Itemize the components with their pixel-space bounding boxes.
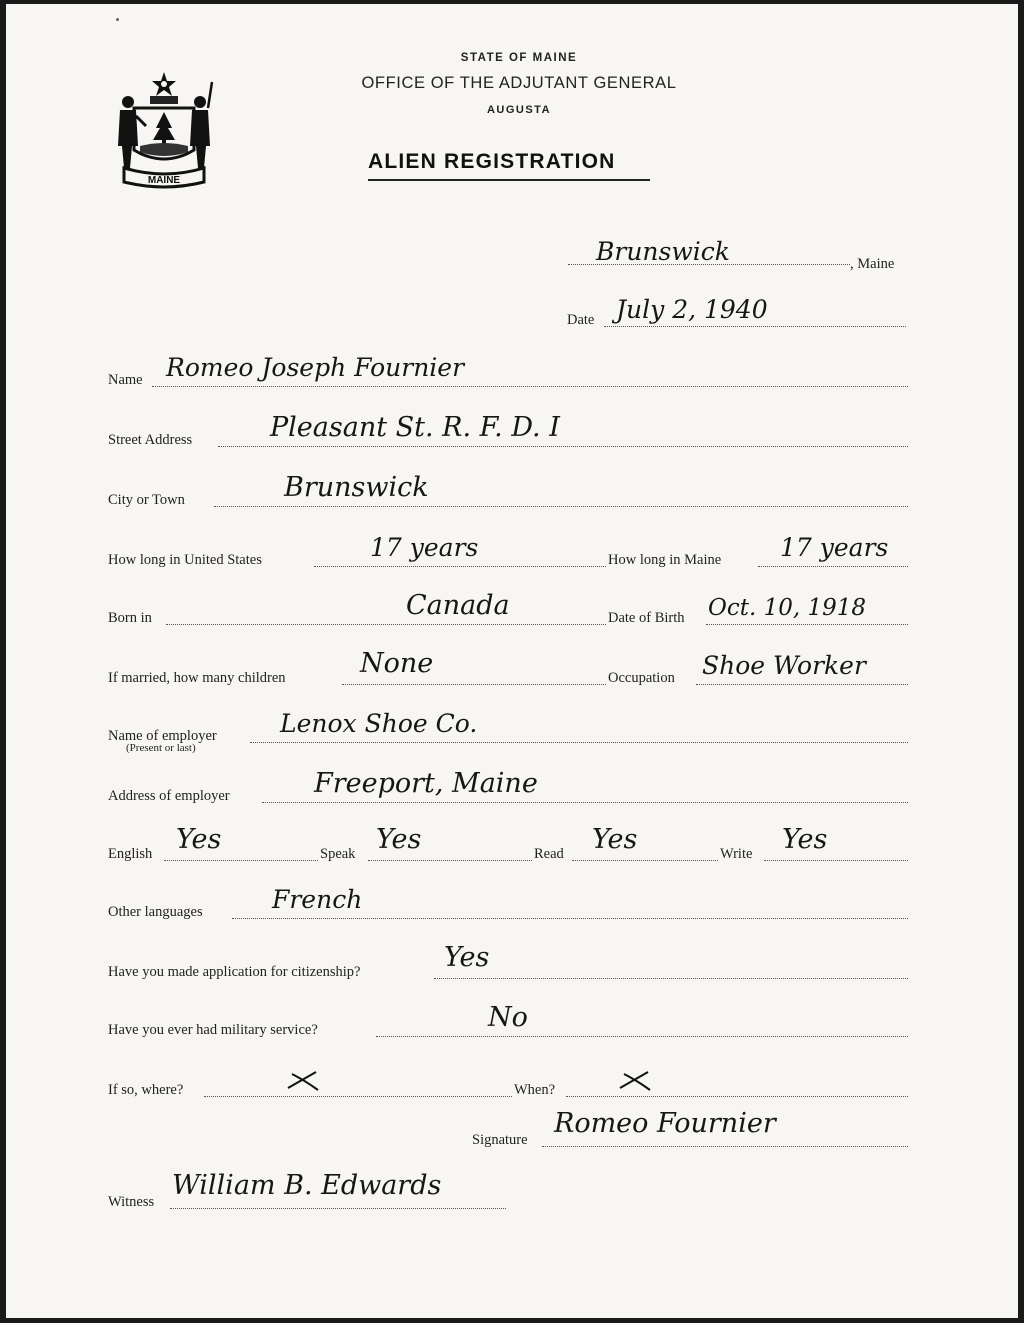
employer-name-note: (Present or last) xyxy=(126,742,196,754)
speak-label: Speak xyxy=(320,846,356,862)
children-label: If married, how many children xyxy=(108,670,286,686)
maine-state-seal-icon xyxy=(110,68,218,192)
employer-name-line xyxy=(250,742,908,743)
street-address-value: Pleasant St. R. F. D. I xyxy=(270,412,560,443)
page-title: ALIEN REGISTRATION xyxy=(368,150,616,173)
read-value: Yes xyxy=(592,824,638,855)
employer-address-label: Address of employer xyxy=(108,788,230,804)
how-long-us-label: How long in United States xyxy=(108,552,262,568)
citizenship-label: Have you made application for citizenship? xyxy=(108,964,361,980)
signature-label: Signature xyxy=(472,1132,528,1148)
when-label: When? xyxy=(514,1082,556,1098)
town-value: Brunswick xyxy=(596,237,730,266)
military-value: No xyxy=(488,1002,528,1033)
children-line xyxy=(342,684,606,685)
born-in-label: Born in xyxy=(108,610,152,626)
city-or-town-line xyxy=(214,506,908,507)
witness-value: William B. Edwards xyxy=(172,1170,442,1201)
speak-line xyxy=(368,860,532,861)
date-label: Date xyxy=(567,312,595,328)
employer-address-value: Freeport, Maine xyxy=(314,768,538,799)
military-line xyxy=(376,1036,908,1037)
how-long-maine-value: 17 years xyxy=(780,533,889,562)
where-x-mark-icon xyxy=(284,1068,320,1092)
how-long-maine-label: How long in Maine xyxy=(608,552,722,568)
street-address-line xyxy=(218,446,908,447)
other-languages-line xyxy=(232,918,908,919)
occupation-label: Occupation xyxy=(608,670,675,686)
write-label: Write xyxy=(720,846,753,862)
read-label: Read xyxy=(534,846,564,862)
children-value: None xyxy=(360,648,434,679)
english-label: English xyxy=(108,846,153,862)
how-long-maine-line xyxy=(758,566,908,567)
read-line xyxy=(572,860,718,861)
other-languages-value: French xyxy=(272,885,363,914)
date-line xyxy=(604,326,906,327)
english-value: Yes xyxy=(176,824,222,855)
when-line xyxy=(566,1096,908,1097)
scan-speck xyxy=(116,18,119,21)
when-x-mark-icon xyxy=(616,1068,652,1092)
other-languages-label: Other languages xyxy=(108,904,203,920)
write-value: Yes xyxy=(782,824,828,855)
title-underline xyxy=(368,179,650,181)
header-state: STATE OF MAINE xyxy=(460,52,578,64)
born-in-line xyxy=(166,624,606,625)
witness-label: Witness xyxy=(108,1194,155,1210)
citizenship-value: Yes xyxy=(444,942,490,973)
signature-value: Romeo Fournier xyxy=(554,1108,776,1139)
header-office: OFFICE OF THE ADJUTANT GENERAL xyxy=(361,74,677,92)
name-value: Romeo Joseph Fournier xyxy=(166,353,465,382)
name-label: Name xyxy=(108,372,143,388)
date-of-birth-label: Date of Birth xyxy=(608,610,685,626)
registration-form xyxy=(6,4,1018,1318)
name-line xyxy=(152,386,908,387)
svg-text:MAINE: MAINE xyxy=(147,175,181,186)
employer-name-value: Lenox Shoe Co. xyxy=(280,709,478,738)
maine-suffix: , Maine xyxy=(850,256,895,272)
city-or-town-label: City or Town xyxy=(108,492,185,508)
if-so-where-line xyxy=(204,1096,512,1097)
military-label: Have you ever had military service? xyxy=(108,1022,318,1038)
how-long-us-value: 17 years xyxy=(370,533,479,562)
date-value: July 2, 1940 xyxy=(616,295,768,324)
witness-line xyxy=(170,1208,506,1209)
employer-name-label: Name of employer xyxy=(108,728,217,744)
employer-address-line xyxy=(262,802,908,803)
citizenship-line xyxy=(434,978,908,979)
if-so-where-label: If so, where? xyxy=(108,1082,184,1098)
header-city: AUGUSTA xyxy=(486,104,552,116)
english-line xyxy=(164,860,318,861)
born-in-value: Canada xyxy=(406,590,510,621)
speak-value: Yes xyxy=(376,824,422,855)
signature-line xyxy=(542,1146,908,1147)
occupation-value: Shoe Worker xyxy=(702,651,866,680)
how-long-us-line xyxy=(314,566,606,567)
street-address-label: Street Address xyxy=(108,432,193,448)
occupation-line xyxy=(696,684,908,685)
date-of-birth-line xyxy=(706,624,908,625)
date-of-birth-value: Oct. 10, 1918 xyxy=(708,595,867,621)
write-line xyxy=(764,860,908,861)
city-or-town-value: Brunswick xyxy=(284,472,429,503)
